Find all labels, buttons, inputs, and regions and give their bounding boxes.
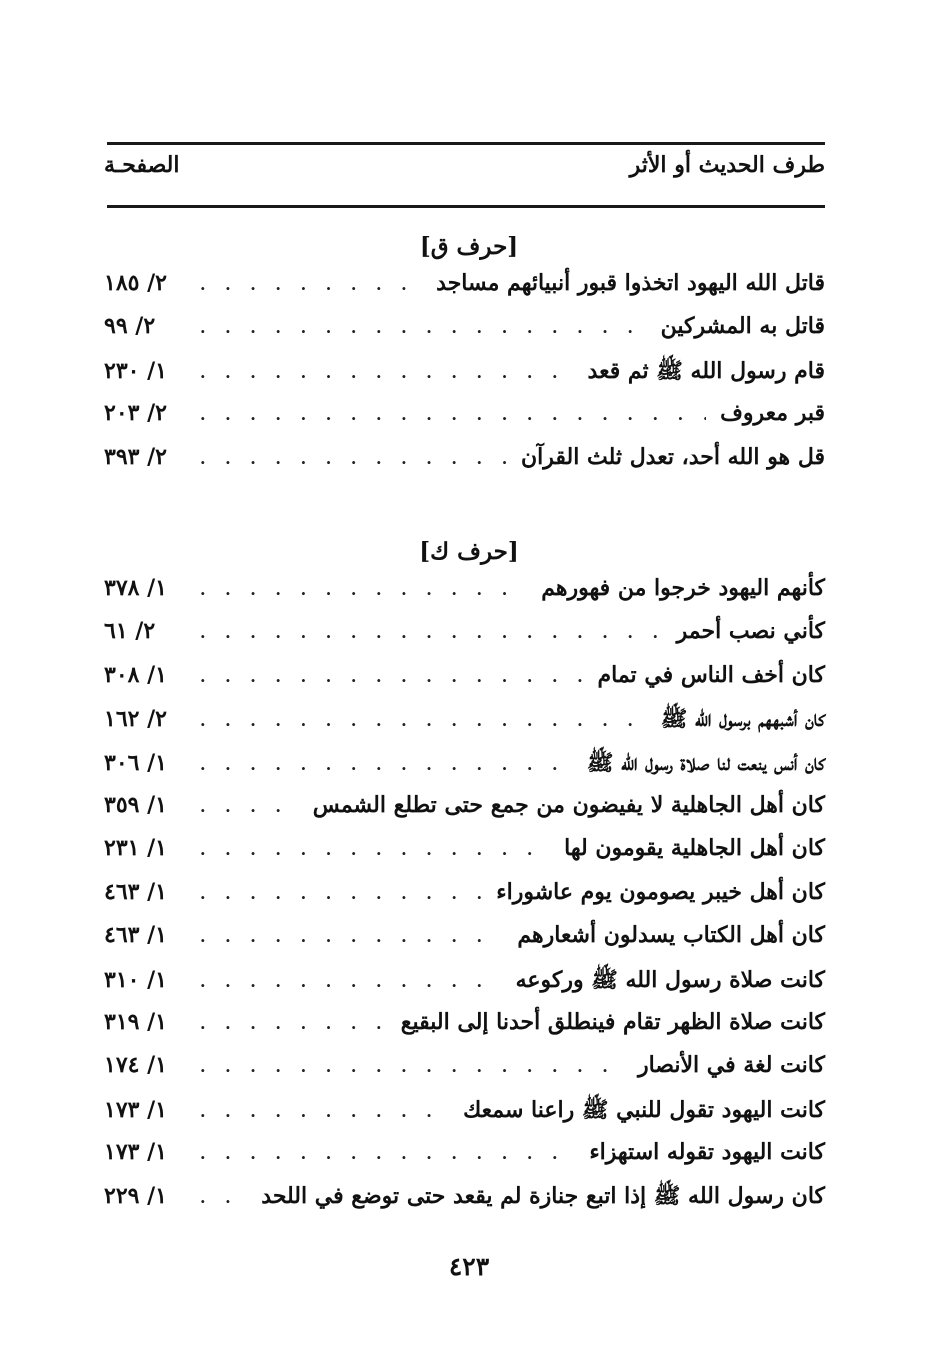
entry-page-ref: ١/ ٢٢٩: [104, 1183, 167, 1210]
entry-page-ref: ١/ ٢٣٠: [104, 357, 167, 384]
entry-text: كان أهل الجاهلية يقومون لها: [564, 835, 825, 862]
entry-text: قاتل الله اليهود اتخذوا قبور أنبيائهم مساجد: [436, 270, 825, 296]
index-entry: [104, 1009, 825, 1052]
index-entry: [104, 444, 825, 487]
entry-page-ref: ٢/ ٣٩٣: [104, 443, 167, 470]
index-entry: [104, 575, 825, 618]
entry-page-ref: ٢/ ١٦٢: [104, 706, 167, 733]
entry-page-ref: ١/ ٣٧٨: [104, 575, 167, 601]
entry-page-ref: ٢/ ٩٩: [104, 313, 156, 340]
index-entry: [104, 400, 825, 443]
dot-leader: [200, 580, 527, 599]
dot-leader: [200, 318, 647, 337]
entry-page-ref: ١/ ٣١٩: [104, 1008, 167, 1035]
dot-leader: [200, 1188, 247, 1207]
index-entry: [104, 966, 825, 1009]
index-entry: [104, 357, 825, 400]
entry-page-ref: ١/ ١٧٣: [104, 1096, 167, 1123]
section-title-kaf: [حرف ك]: [419, 538, 519, 565]
dot-leader: [200, 623, 663, 642]
dot-leader: [200, 1014, 387, 1033]
index-entry: [104, 1096, 825, 1139]
dot-leader: [200, 449, 507, 468]
entry-page-ref: ٢/ ٢٠٣: [104, 400, 167, 427]
index-entry: [104, 879, 825, 922]
index-entry: [104, 1052, 825, 1095]
entry-page-ref: ٢/ ١٨٥: [104, 270, 167, 296]
entries-list-kaf: [104, 575, 825, 1226]
entry-page-ref: ١/ ٤٦٣: [104, 878, 167, 905]
index-entry: [104, 618, 825, 661]
entries-list-qaf: [104, 270, 825, 487]
dot-leader: [200, 972, 502, 991]
entry-text: كانت اليهود تقوله استهزاء: [589, 1139, 825, 1166]
entry-page-ref: ١/ ٣٠٨: [104, 661, 167, 688]
entry-page-ref: ١/ ٣٥٩: [104, 791, 167, 818]
header-top-rule: [107, 142, 825, 145]
index-entry: [104, 662, 825, 705]
entry-text: كان رسول الله ﷺ إذا اتبع جنازة لم يقعد حتى توضع في اللحد: [261, 1183, 825, 1210]
entry-text: قل هو الله أحد، تعدل ثلث القرآن: [521, 443, 825, 470]
entry-page-ref: ١/ ٢٣١: [104, 835, 167, 862]
column-header-page: الصفحـة: [104, 152, 180, 178]
dot-leader: [200, 797, 299, 816]
entry-page-ref: ١/ ١٧٤: [104, 1052, 167, 1079]
index-entry: [104, 922, 825, 965]
entry-text: كانت صلاة رسول الله ﷺ وركوعه: [515, 966, 825, 993]
entry-text: كان أهل الجاهلية لا يفيضون من جمع حتى تطلع الشمس: [312, 791, 825, 818]
index-entry: [104, 792, 825, 835]
index-entry: [104, 1182, 825, 1225]
entry-text: كان أنس ينعت لنا صلاة رسول الله ﷺ: [586, 749, 825, 776]
entry-page-ref: ١/ ٣١٠: [104, 966, 167, 993]
entry-page-ref: ١/ ١٧٣: [104, 1139, 167, 1166]
dot-leader: [200, 884, 482, 903]
index-entry: [104, 705, 825, 748]
index-entry: [104, 270, 825, 313]
entry-text: كانت صلاة الظهر تقام فينطلق أحدنا إلى البقيع: [400, 1008, 825, 1035]
dot-leader: [200, 711, 647, 730]
dot-leader: [200, 1102, 449, 1121]
column-header-text: طرف الحديث أو الأثر: [629, 152, 825, 178]
entry-text: قام رسول الله ﷺ ثم قعد: [587, 357, 825, 384]
dot-leader: [200, 927, 503, 946]
dot-leader: [200, 840, 550, 859]
page-number: ٤٢٣: [448, 1252, 490, 1281]
dot-leader: [200, 755, 573, 774]
entry-text: كان أهل الكتاب يسدلون أشعارهم: [517, 922, 825, 949]
dot-leader: [200, 667, 584, 686]
index-entry: [104, 313, 825, 356]
entry-text: قاتل به المشركين: [660, 313, 825, 340]
index-entry: [104, 749, 825, 792]
header-bottom-rule: [107, 205, 825, 208]
dot-leader: [200, 1057, 624, 1076]
dot-leader: [200, 405, 706, 424]
section-title-qaf: [حرف ق]: [419, 233, 519, 260]
index-entry: [104, 835, 825, 878]
entry-page-ref: ١/ ٤٦٣: [104, 922, 167, 949]
dot-leader: [200, 275, 422, 294]
index-entry: [104, 1139, 825, 1182]
entry-text: كانت اليهود تقول للنبي ﷺ راعنا سمعك: [463, 1096, 825, 1123]
entry-text: كانت لغة في الأنصار: [637, 1052, 825, 1079]
entry-text: كأني نصب أحمر: [676, 618, 825, 645]
entry-page-ref: ٢/ ٦١: [104, 618, 156, 645]
entry-text: كان أخف الناس في تمام: [597, 661, 825, 688]
entry-page-ref: ١/ ٣٠٦: [104, 749, 167, 776]
entry-text: كان أهل خيبر يصومون يوم عاشوراء: [496, 878, 825, 905]
dot-leader: [200, 363, 574, 382]
entry-text: قبر معروف: [720, 400, 825, 427]
entry-text: كأنهم اليهود خرجوا من فهورهم: [541, 575, 825, 601]
dot-leader: [200, 1144, 575, 1163]
entry-text: كان أشبههم برسول الله ﷺ: [660, 706, 825, 733]
